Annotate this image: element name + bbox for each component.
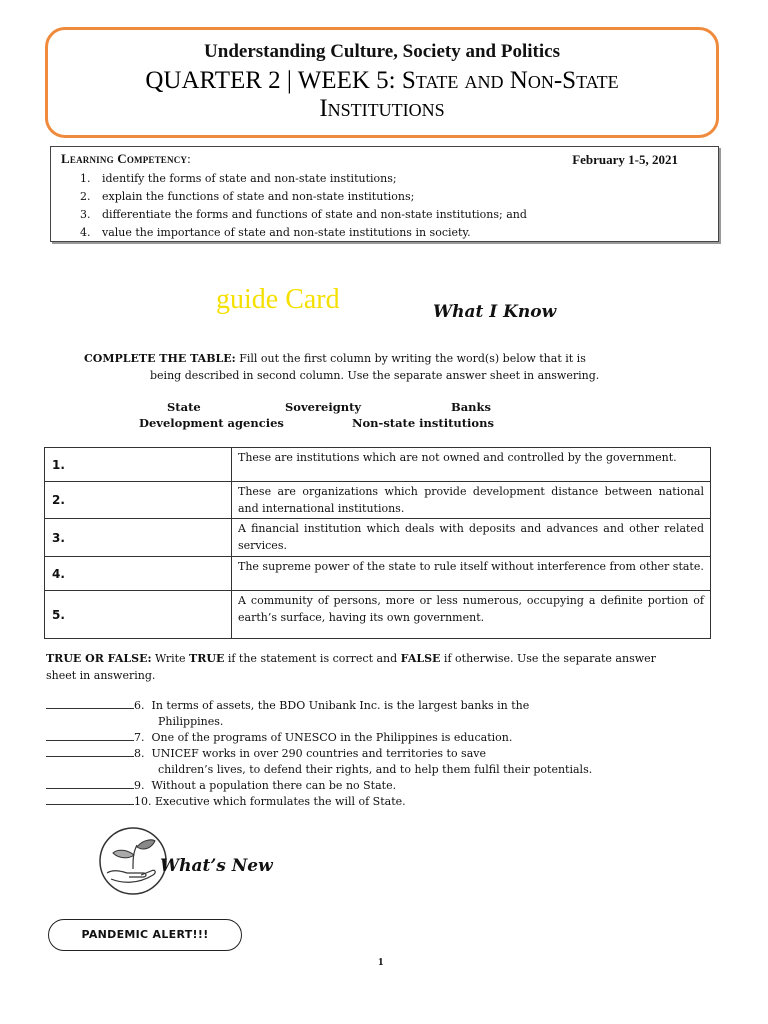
instruction-label: COMPLETE THE TABLE: xyxy=(84,352,236,365)
quarter-prefix: QUARTER 2 | WEEK 5: xyxy=(145,67,396,94)
answer-blank[interactable] xyxy=(46,756,134,757)
description-cell: The supreme power of the state to rule itself without interference from other state. xyxy=(232,557,711,591)
quarter-title xyxy=(48,67,716,123)
tf-statement: Executive which formulates the will of State. xyxy=(151,795,406,808)
competency-date: February 1-5, 2021 xyxy=(572,152,678,167)
answer-blank[interactable] xyxy=(46,708,134,709)
tf-item xyxy=(46,730,726,746)
item-number: 4. xyxy=(80,226,91,239)
guide-card-title: guide Card xyxy=(216,284,340,315)
word-bank-item: State xyxy=(167,400,201,414)
answer-cell[interactable]: 1. xyxy=(45,448,232,482)
item-number: 3. xyxy=(80,208,91,221)
word-bank-item: Development agencies xyxy=(139,416,284,430)
quarter-topic-line1: State and Non-State xyxy=(401,67,619,94)
tf-statement: In terms of assets, the BDO Unibank Inc. is the largest banks in the xyxy=(144,699,530,712)
table-row xyxy=(45,519,711,557)
what-i-know-table xyxy=(44,447,711,639)
instruction-line2: being described in second column. Use the separate answer sheet in answering. xyxy=(150,369,600,382)
competency-item xyxy=(80,206,527,224)
tf-num: 8. xyxy=(134,747,145,760)
item-text: value the importance of state and non-state institutions in society. xyxy=(102,226,471,239)
table-row xyxy=(45,591,711,639)
answer-blank[interactable] xyxy=(46,804,134,805)
word-bank-item: Sovereignty xyxy=(285,400,362,414)
competency-colon: : xyxy=(187,151,191,166)
course-title: Understanding Culture, Society and Politics xyxy=(204,41,560,62)
competency-heading-text: Learning Competency xyxy=(61,151,188,166)
description-cell: These are institutions which are not owned and controlled by the government. xyxy=(232,448,711,482)
tf-statement-cont: children’s lives, to defend their rights, and to help them fulfil their potentials. xyxy=(158,763,593,776)
title-box xyxy=(45,27,719,138)
pandemic-alert-badge: PANDEMIC ALERT!!! xyxy=(48,919,242,951)
tf-statement-cont: Philippines. xyxy=(158,715,224,728)
item-number: 2. xyxy=(80,190,91,203)
tf-false-word: FALSE xyxy=(400,652,441,665)
learning-competency-box xyxy=(50,146,719,242)
answer-cell[interactable]: 3. xyxy=(45,519,232,557)
table-row xyxy=(45,448,711,482)
item-text: differentiate the forms and functions of state and non-state institutions; and xyxy=(102,208,527,221)
tf-num: 10. xyxy=(134,795,152,808)
whats-new-heading: What’s New xyxy=(160,856,273,876)
tf-num: 7. xyxy=(134,731,145,744)
word-bank-row2 xyxy=(0,416,768,432)
table-row xyxy=(45,557,711,591)
word-bank-row1 xyxy=(0,400,768,416)
description-cell: A community of persons, more or less numerous, occupying a definite portion of earth’s surface, having its own government. xyxy=(232,591,711,639)
complete-table-instruction xyxy=(84,350,704,384)
answer-cell[interactable]: 2. xyxy=(45,482,232,519)
tf-item xyxy=(46,794,726,810)
answer-blank[interactable] xyxy=(46,788,134,789)
tf-text: if the statement is correct and xyxy=(224,652,401,665)
description-cell: These are organizations which provide development distance between national and international institutions. xyxy=(232,482,711,519)
seedling-hand-icon xyxy=(97,825,169,897)
competency-heading xyxy=(61,151,191,167)
quarter-topic-line2: Institutions xyxy=(319,95,445,122)
item-number: 1. xyxy=(80,172,91,185)
tf-statement: Without a population there can be no State. xyxy=(144,779,397,792)
instruction-line1: Fill out the first column by writing the word(s) below that it is xyxy=(235,352,586,365)
competency-item xyxy=(80,224,527,242)
competency-list xyxy=(80,170,527,242)
tf-statement: UNICEF works in over 290 countries and territories to save xyxy=(144,747,486,760)
answer-cell[interactable]: 5. xyxy=(45,591,232,639)
word-bank-item: Non-state institutions xyxy=(352,416,494,430)
item-text: identify the forms of state and non-state institutions; xyxy=(102,172,397,185)
page-number: 1 xyxy=(378,956,384,968)
tf-num: 9. xyxy=(134,779,145,792)
tf-text: Write xyxy=(151,652,190,665)
tf-text: if otherwise. Use the separate answer sheet in answering. xyxy=(46,652,656,682)
item-text: explain the functions of state and non-state institutions; xyxy=(102,190,415,203)
word-bank-item: Banks xyxy=(451,400,491,414)
tf-statement: One of the programs of UNESCO in the Philippines is education. xyxy=(144,731,513,744)
description-cell: A financial institution which deals with deposits and advances and other related services. xyxy=(232,519,711,557)
competency-item xyxy=(80,170,527,188)
answer-cell[interactable]: 4. xyxy=(45,557,232,591)
true-false-instruction xyxy=(46,650,686,684)
answer-blank[interactable] xyxy=(46,740,134,741)
true-false-list xyxy=(46,698,726,810)
tf-item xyxy=(46,778,726,794)
tf-item xyxy=(46,746,726,778)
tf-num: 6. xyxy=(134,699,145,712)
what-i-know-heading: What I Know xyxy=(433,302,557,322)
tf-item xyxy=(46,698,726,730)
competency-item xyxy=(80,188,527,206)
tf-true-word: TRUE xyxy=(189,652,225,665)
tf-label: TRUE OR FALSE: xyxy=(46,652,152,665)
table-row xyxy=(45,482,711,519)
